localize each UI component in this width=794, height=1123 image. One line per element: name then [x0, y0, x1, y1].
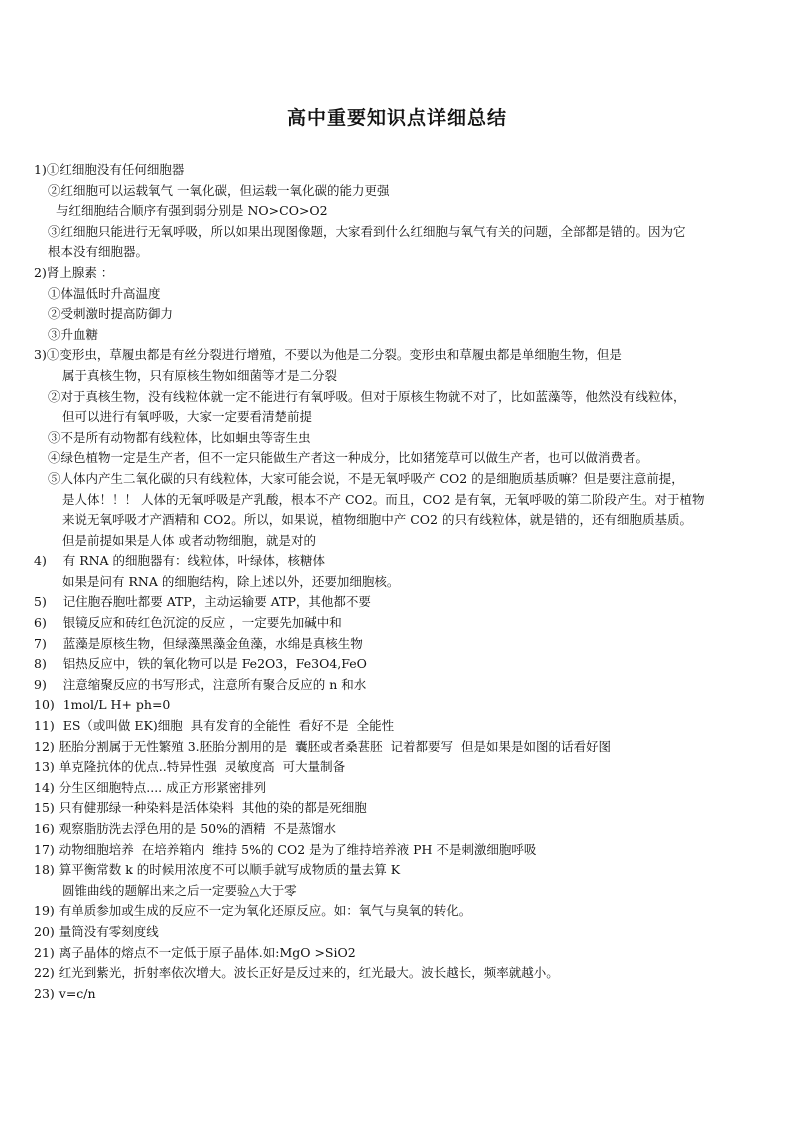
text-line: 是人体！！！ 人体的无氧呼吸是产乳酸，根本不产 CO2。而且，CO2 是有氧，无氧呼吸的第二阶段产生。对于植物 [62, 491, 705, 507]
text-line: 7) 蓝藻是原核生物，但绿藻黑藻金鱼藻，水绵是真核生物 [34, 635, 363, 651]
text-line: 12) 胚胎分割属于无性繁殖 3.胚胎分割用的是 囊胚或者桑葚胚 记着都要写 但是如果是如图的话看好图 [34, 738, 611, 754]
document-body [34, 160, 764, 1004]
text-line: 21) 离子晶体的熔点不一定低于原子晶体.如:MgO >SiO2 [34, 944, 356, 960]
text-line: 2)肾上腺素 ： [34, 264, 114, 280]
text-line: 4) 有 RNA 的细胞器有：线粒体，叶绿体，核糖体 [34, 553, 326, 569]
text-line: 16) 观察脂肪洗去浮色用的是 50%的酒精 不是蒸馏水 [34, 821, 336, 836]
text-line: ②红细胞可以运载氧气 一氧化碳，但运载一氧化碳的能力更强 [48, 182, 390, 198]
text-line: 1)①红细胞没有任何细胞器 [34, 162, 185, 177]
text-line: 圆锥曲线的题解出来之后一定要验△大于零 [62, 882, 297, 898]
text-line: 20) 量筒没有零刻度线 [34, 923, 159, 939]
text-line: 如果是问有 RNA 的细胞结构，除上述以外，还要加细胞核。 [62, 573, 400, 589]
text-line: ③不是所有动物都有线粒体，比如蛔虫等寄生虫 [48, 429, 311, 445]
text-line: 但是前提如果是人体 或者动物细胞，就是对的 [62, 532, 316, 548]
text-line: 18) 算平衡常数 k 的时候用浓度不可以顺手就写成物质的量去算 K [34, 862, 401, 878]
text-line: ②受刺激时提高防御力 [48, 306, 174, 322]
text-line: 3)①变形虫，草履虫都是有丝分裂进行增殖，不要以为他是二分裂。变形虫和草履虫都是单细胞生物，但是 [34, 347, 622, 363]
text-line: 6) 银镜反应和砖红色沉淀的反应 ，一定要先加碱中和 [34, 615, 342, 631]
text-line: 19) 有单质参加或生成的反应不一定为氧化还原反应。如：氧气与臭氧的转化。 [34, 903, 472, 919]
text-line: 根本没有细胞器。 [48, 244, 149, 260]
text-line: 属于真核生物，只有原核生物如细菌等才是二分裂 [62, 367, 338, 383]
text-line: 14) 分生区细胞特点.... 成正方形紧密排列 [34, 779, 267, 795]
page-title: 高中重要知识点详细总结 [286, 107, 507, 129]
text-line: 与红细胞结合顺序有强到弱分别是 NO>CO>O2 [56, 203, 328, 219]
text-line: ③升血糖 [48, 326, 99, 342]
text-line: 来说无氧呼吸才产酒精和 CO2。所以，如果说，植物细胞中产 CO2 的只有线粒体，就是错的，还有细胞质基质。 [62, 512, 692, 528]
text-line: 10) 1mol/L H+ ph=0 [34, 697, 171, 713]
text-line: 15) 只有健那绿一种染料是活体染料 其他的染的都是死细胞 [34, 800, 367, 816]
text-line: ③红细胞只能进行无氧呼吸，所以如果出现图像题，大家看到什么红细胞与氧气有关的问题，全部都是错的。因为它 [48, 223, 686, 239]
text-line: ①体温低时升高温度 [48, 285, 161, 301]
text-line: 13) 单克隆抗体的优点..特异性强 灵敏度高 可大量制备 [34, 759, 346, 775]
text-line: ⑤人体内产生二氧化碳的只有线粒体，大家可能会说，不是无氧呼吸产 CO2 的是细胞质基质嘛？但是要注意前提， [48, 470, 684, 486]
text-line: 23) v=c/n [34, 985, 96, 1001]
text-line: 但可以进行有氧呼吸，大家一定要看清楚前提 [62, 409, 313, 425]
text-line: 9) 注意缩聚反应的书写形式，注意所有聚合反应的 n 和水 [34, 676, 367, 692]
text-line: 22) 红光到紫光，折射率依次增大。波长正好是反过来的，红光最大。波长越长，频率就越小。 [34, 965, 559, 981]
text-line: 8) 铝热反应中，铁的氧化物可以是 Fe2O3，Fe3O4,FeO [34, 656, 367, 672]
text-line: 5) 记住胞吞胞吐都要 ATP，主动运输要 ATP，其他都不要 [34, 594, 371, 610]
text-line: 17) 动物细胞培养 在培养箱内 维持 5%的 CO2 是为了维持培养液 PH 不是刺激细胞呼吸 [34, 841, 537, 857]
text-line: ②对于真核生物，没有线粒体就一定不能进行有氧呼吸。但对于原核生物就不对了，比如蓝藻等，他然没有线粒体， [48, 388, 686, 404]
text-line: 11) ES（或叫做 EK)细胞 具有发育的全能性 看好不是 全能性 [34, 718, 395, 734]
text-line: ④绿色植物一定是生产者，但不一定只能做生产者这一种成分，比如猪笼草可以做生产者，也可以做消费者。 [48, 450, 649, 466]
